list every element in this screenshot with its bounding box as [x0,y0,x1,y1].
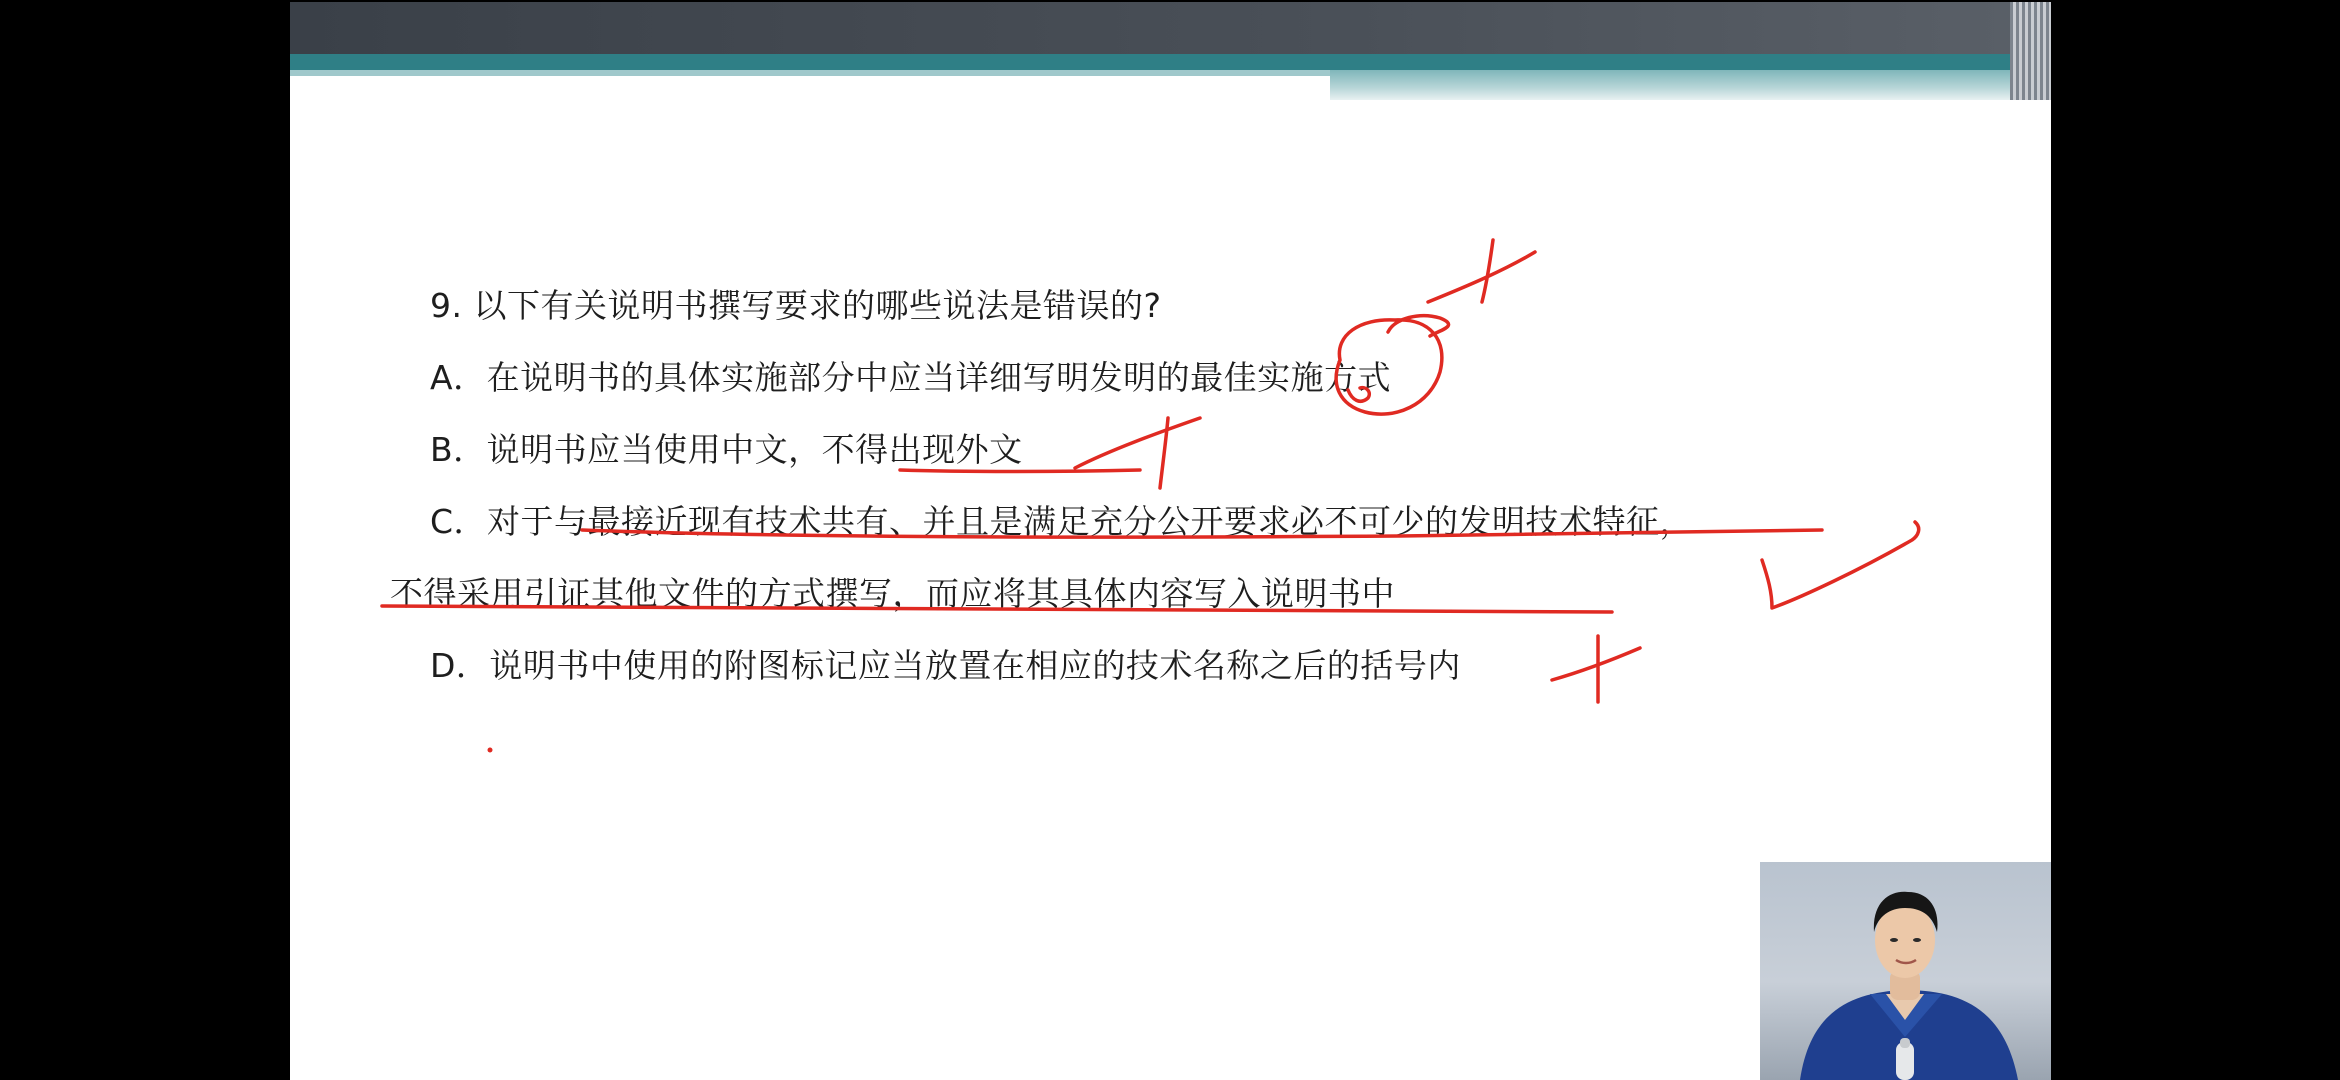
header-band-light [290,70,1330,76]
presenter-webcam [1760,862,2051,1080]
option-d: D．说明书中使用的附图标记应当放置在相应的技术名称之后的括号内 [430,646,1461,685]
option-c: C．对于与最接近现有技术共有、并且是满足充分公开要求必不可少的发明技术特征， [430,502,1694,541]
option-b: B．说明书应当使用中文，不得出现外文 [430,430,1023,469]
header-band-dark [290,2,2051,54]
option-a: A．在说明书的具体实施部分中应当详细写明发明的最佳实施方式 [430,358,1392,397]
header-band-fade [1330,70,2051,100]
header-stripes [2010,2,2051,100]
header-band-teal [290,54,2051,70]
question-title: 9. 以下有关说明书撰写要求的哪些说法是错误的? [430,286,1162,325]
presenter-figure [1760,862,2051,1080]
option-c-continued: 不得采用引证其他文件的方式撰写，而应将其具体内容写入说明书中 [390,574,1395,613]
